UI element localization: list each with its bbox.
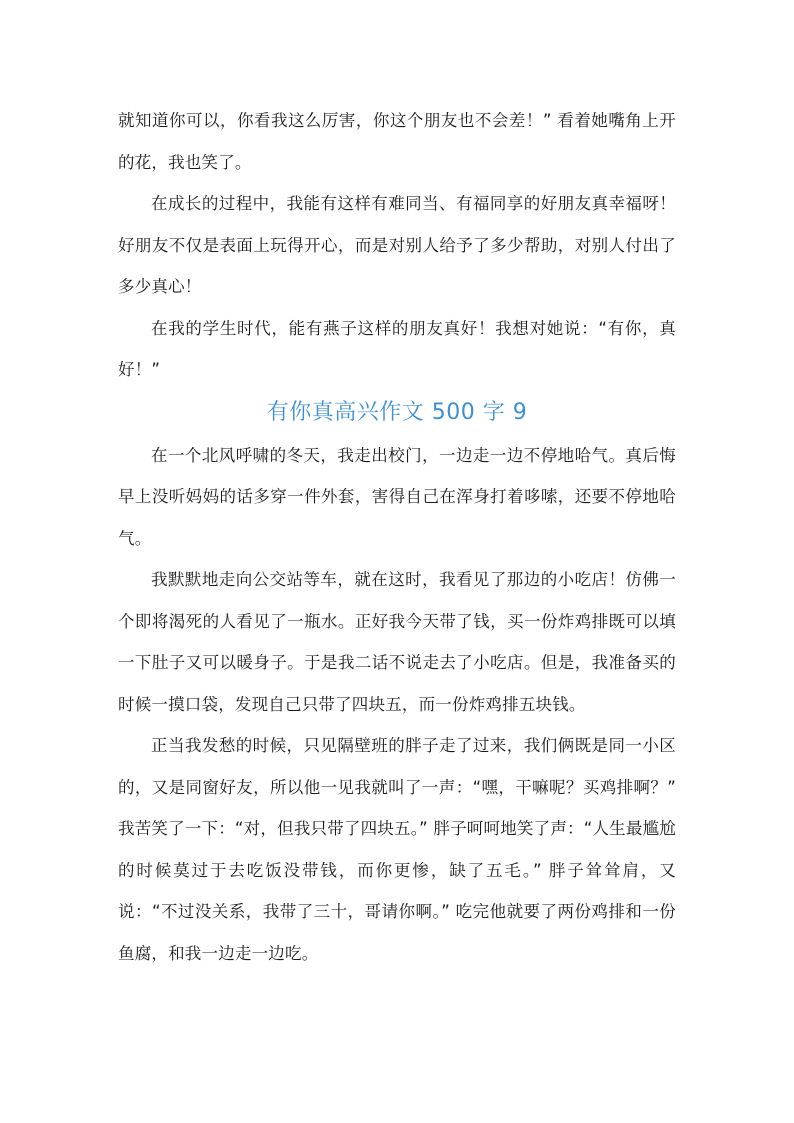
section-heading: 有你真高兴作文 500 字 9 <box>266 399 528 425</box>
document-page <box>118 100 676 974</box>
paragraph-1: 就知道你可以，你看我这么厉害，你这个朋友也不会差！” 看着她嘴角上开的花，我也笑了。 <box>118 111 676 172</box>
paragraph-2: 在成长的过程中，我能有这样有难同当、有福同享的好朋友真幸福呀！好朋友不仅是表面上玩得开心，而是对别人给予了多少帮助，对别人付出了多少真心！ <box>118 194 676 296</box>
paragraph-4: 在一个北风呼啸的冬天，我走出校门，一边走一边不停地哈气。真后悔早上没听妈妈的话多穿一件外套，害得自己在浑身打着哆嗦，还要不停地哈气。 <box>118 445 676 548</box>
paragraph-3: 在我的学生时代，能有燕子这样的朋友真好！我想对她说：“有你，真好！” <box>118 318 676 379</box>
paragraph-6: 正当我发愁的时候，只见隔壁班的胖子走了过来，我们俩既是同一小区的，又是同窗好友，所以他一见我就叫了一声：“嘿，干嘛呢？买鸡排啊？” 我苦笑了一下：“对，但我只带了四块五。” 胖子呵呵地笑了声：“人生最尴尬的时候莫过于去吃饭没带钱，而你更惨，缺了五毛。” 胖子耸耸肩，又说：“不过没关系，我带了三十，哥请你啊。” 吃完他就要了两份鸡排和一份鱼腐，和我一边走一边吃。 <box>118 736 676 963</box>
paragraph-5: 我默默地走向公交站等车，就在这时，我看见了那边的小吃店！仿佛一个即将渴死的人看见了一瓶水。正好我今天带了钱，买一份炸鸡排既可以填一下肚子又可以暖身子。于是我二话不说走去了小吃店。但是，我准备买的时候一摸口袋，发现自己只带了四块五，而一份炸鸡排五块钱。 <box>118 570 676 714</box>
